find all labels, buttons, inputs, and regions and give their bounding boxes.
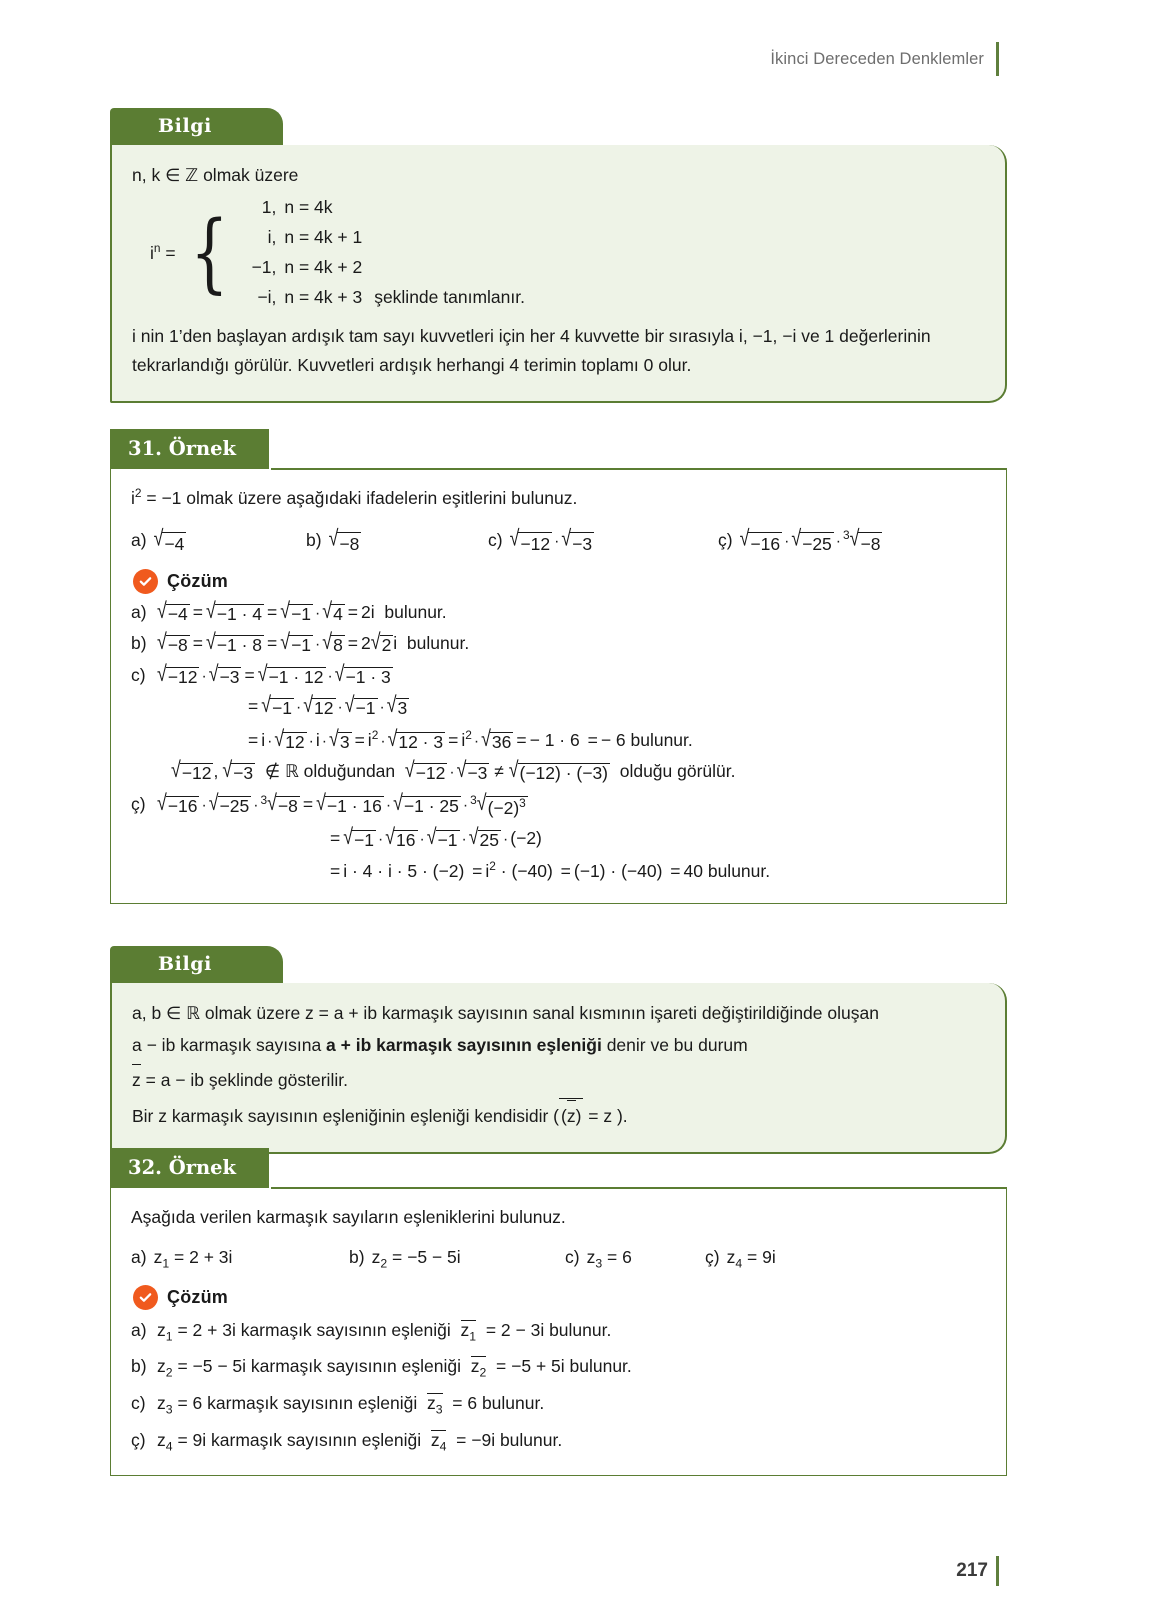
option-c-expression xyxy=(587,1247,632,1271)
piecewise-value: 1, xyxy=(261,197,277,218)
piecewise-lhs-base: i xyxy=(150,243,154,264)
solution-cc-expression-3: = $i \cdot 4 \cdot i \cdot 5 \cdot (-2) = i^2 \cdot (-40) = (-1) \cdot (-40) = 40$ bulunur. xyxy=(330,859,771,882)
solution-note-expression: √ −12 , √ −3 ∉ ℝ olduğundan √ −12 · √ −3 ≠ √ (−12) · (−3) olduğu görülür. xyxy=(171,757,736,784)
piecewise-equals: = xyxy=(165,243,176,264)
option-label: ç) xyxy=(718,529,733,550)
piecewise-lhs xyxy=(150,241,176,264)
conjugate-overline: z xyxy=(132,1064,141,1094)
ornek-tab-label-31: 31. Örnek xyxy=(110,429,269,469)
result-text: = 2 − 3i bulunur. xyxy=(485,1319,612,1340)
conjugate-subscript: 2 xyxy=(479,1365,487,1380)
solution-label: b) xyxy=(131,633,147,654)
multiplication-dot: · xyxy=(784,532,790,550)
solution-label: c) xyxy=(131,1393,146,1413)
bilgi-body-2 xyxy=(110,983,1007,1154)
variable: z xyxy=(157,1429,166,1450)
variable-subscript: 1 xyxy=(162,1256,170,1271)
variable-subscript: 2 xyxy=(165,1365,173,1380)
prompt-text: = −1 olmak üzere aşağıdaki ifadelerin eşitlerini bulunuz. xyxy=(141,488,578,508)
value: = 6 xyxy=(607,1247,632,1267)
variable: z xyxy=(726,1247,736,1267)
given-text: = 9i karmaşık sayısının eşleniği xyxy=(177,1429,422,1450)
bilgi2-line2-suffix: denir ve bu durum xyxy=(601,1035,748,1056)
bilgi2-line-1: a, b ∈ ℝ olmak üzere z = a + ib karmaşık sayısının sanal kısmının işareti değiştirildiğinde oluşan xyxy=(132,1003,879,1023)
radical-expression xyxy=(153,525,187,555)
radical-sign: √ xyxy=(739,525,750,551)
solution-cc-expression-2: = √ −1 · √ 16 · √ −1 · √ 25 · (−2) xyxy=(330,823,542,850)
option-label: ç) xyxy=(705,1247,720,1267)
solution-row xyxy=(131,1356,986,1379)
variable: z xyxy=(586,1247,596,1267)
radicand: −4 xyxy=(164,533,185,554)
option-cc-expression xyxy=(739,525,883,555)
header-title: İkinci Dereceden Denklemler xyxy=(770,49,984,68)
conjugate-variable: z xyxy=(426,1393,436,1413)
variable: z xyxy=(153,1247,163,1267)
solution-line-b xyxy=(131,629,986,656)
conjugate-overline xyxy=(427,1393,443,1416)
page-footer xyxy=(956,1556,999,1586)
solution-expression xyxy=(157,1320,611,1343)
solution-b-expression: √ −8 = √ −1 · 8 = √ −1 · √ 8 = 2 √ 2 i bulunur. xyxy=(157,629,470,656)
option-b xyxy=(349,1247,565,1271)
piecewise-lhs-exponent: n xyxy=(153,241,161,256)
value: = −5 − 5i xyxy=(392,1247,461,1267)
radicand: −8 xyxy=(860,533,881,554)
solution-label: ç) xyxy=(131,794,146,815)
piecewise-rows xyxy=(242,197,525,308)
bilgi-block-1 xyxy=(110,108,1007,403)
radical-sign: √ xyxy=(561,525,572,551)
solution-a-expression: √ −4 = √ −1 · 4 = √ −1 · √ 4 = 2i bulunur. xyxy=(157,597,447,624)
solution-row xyxy=(131,1320,986,1343)
option-label: a) xyxy=(131,1247,147,1267)
bilgi2-line2-emphasis: a + ib karmaşık sayısının eşleniği xyxy=(326,1035,602,1056)
option-label: a) xyxy=(131,529,147,550)
solution-line-c3 xyxy=(131,725,986,752)
option-label: b) xyxy=(349,1247,365,1267)
option-c xyxy=(565,1247,705,1271)
piecewise-definition xyxy=(150,197,985,308)
variable-subscript: 3 xyxy=(595,1256,603,1271)
variable-subscript: 4 xyxy=(735,1256,743,1271)
bilgi2-line-3: z = a − ib şeklinde gösterilir. xyxy=(132,1064,985,1094)
option-label: c) xyxy=(565,1247,580,1267)
piecewise-row xyxy=(242,287,525,308)
given-text: = 6 karmaşık sayısının eşleniği xyxy=(177,1393,418,1413)
option-a xyxy=(131,1247,349,1271)
solution-label: c) xyxy=(131,664,146,685)
solution-line-cc3 xyxy=(131,861,986,880)
radicand: −16 xyxy=(750,533,781,554)
ornek-body-32 xyxy=(110,1187,1007,1476)
radical-expression xyxy=(849,525,883,555)
solution-row xyxy=(131,1393,986,1416)
ornek-tab-label-32: 32. Örnek xyxy=(110,1148,269,1188)
bilgi-block-2 xyxy=(110,946,1007,1154)
radical-expression xyxy=(739,525,782,555)
result-text: = −5 + 5i bulunur. xyxy=(496,1356,632,1377)
ornek32-prompt: Aşağıda verilen karmaşık sayıların eşleniklerini bulunuz. xyxy=(131,1207,566,1227)
radical-expression xyxy=(328,525,362,555)
value: = 2 + 3i xyxy=(174,1247,233,1267)
conjugate-overline xyxy=(431,1430,447,1453)
ornek-block-31 xyxy=(110,429,1007,904)
solution-expression xyxy=(157,1430,562,1453)
value: = 9i xyxy=(747,1247,776,1267)
cozum-label: Çözüm xyxy=(167,1286,228,1307)
variable: z xyxy=(157,1393,166,1413)
piecewise-condition: n = 4k + 2 xyxy=(284,257,363,278)
prompt-exponent: 2 xyxy=(134,486,142,501)
radicand: −8 xyxy=(339,533,360,554)
piecewise-value: i, xyxy=(267,227,277,248)
option-a-expression xyxy=(154,1247,233,1271)
result-text: = −9i bulunur. xyxy=(456,1429,563,1450)
piecewise-row xyxy=(242,257,525,278)
conjugate-subscript: 1 xyxy=(469,1329,477,1343)
footer-accent-rule xyxy=(996,1556,999,1586)
bilgi-tab-label-1: Bilgi xyxy=(110,108,283,145)
prompt-base: i xyxy=(131,488,135,508)
option-c xyxy=(488,525,718,555)
conjugate-overline: z xyxy=(567,1100,576,1130)
given-text: = −5 − 5i karmaşık sayısının eşleniği xyxy=(177,1356,461,1377)
variable-subscript: 1 xyxy=(165,1329,173,1343)
option-b-expression xyxy=(372,1247,461,1271)
radical-sign: √ xyxy=(509,525,520,551)
ornek31-prompt xyxy=(131,484,986,512)
option-label: b) xyxy=(306,529,322,550)
solution-cc-expression-1: √ −16 · √ −25 · $^3$ √ −8 = √ −1 · 16 · √ −1 · 25 · $^3$ √ $(-2)^3$ xyxy=(157,790,526,819)
solution-expression xyxy=(157,1356,632,1379)
ornek-top-border xyxy=(271,1187,1006,1189)
cozum-header-31 xyxy=(133,569,986,594)
piecewise-row xyxy=(242,227,525,248)
conjugate-variable: z xyxy=(460,1319,470,1340)
bilgi-body-1 xyxy=(110,145,1007,403)
option-label: c) xyxy=(488,529,503,550)
solution-line-cc2 xyxy=(131,823,986,850)
variable: z xyxy=(371,1247,381,1267)
conjugate-subscript: 3 xyxy=(435,1402,443,1417)
solution-line-a xyxy=(131,597,986,624)
ornek31-options-row xyxy=(131,525,986,555)
conjugate-variable: z xyxy=(430,1429,440,1450)
result-text: = 6 bulunur. xyxy=(452,1393,545,1413)
variable-subscript: 2 xyxy=(380,1256,388,1271)
solution-label: a) xyxy=(131,1319,147,1340)
radical-sign: √ xyxy=(153,525,164,551)
bilgi-tab-label-2: Bilgi xyxy=(110,946,283,983)
solution-label: b) xyxy=(131,1356,147,1377)
piecewise-value: −1, xyxy=(251,257,277,278)
multiplication-dot: · xyxy=(835,532,842,550)
left-brace-glyph: { xyxy=(189,202,229,303)
bilgi1-intro: n, k ∈ ℤ olmak üzere xyxy=(132,165,299,185)
bilgi1-paragraph: i nin 1’den başlayan ardışık tam sayı kuvvetleri için her 4 kuvvette bir sırasıyla i, −1, −i ve 1 değerlerinin tekrarlandığı görülür. Kuvvetleri ardışık herhangi 4 terimin toplamı 0 olur. xyxy=(132,326,931,375)
variable-subscript: 3 xyxy=(165,1402,173,1417)
page-header xyxy=(0,42,1151,76)
header-accent-rule xyxy=(996,42,999,76)
variable: z xyxy=(157,1319,166,1340)
solution-c-expression-3: = i · √ 12 · i · √ 3 = $i^2$ · √ 12 · 3 = $i^2$ · √ 36 = − 1 · 6 = − 6 bulunur. xyxy=(248,725,693,752)
radicand: −3 xyxy=(572,533,593,554)
piecewise-row xyxy=(242,197,525,218)
bilgi2-line2-prefix: a − ib karmaşık sayısına xyxy=(132,1035,327,1056)
option-cc xyxy=(705,1247,776,1271)
radical-sign: √ xyxy=(791,525,802,551)
radical-sign: √ xyxy=(328,525,339,551)
option-c-expression xyxy=(509,525,594,555)
ornek-top-border xyxy=(271,468,1006,470)
radical-expression xyxy=(561,525,594,555)
solution-c-expression-1: √ −12 · √ −3 = √ −1 · 12 · √ −1 · 3 xyxy=(157,660,391,687)
conjugate-variable: z xyxy=(470,1356,480,1377)
solution-line-cc1 xyxy=(131,790,986,819)
bilgi2-line-2 xyxy=(132,1031,985,1059)
solution-line-c2 xyxy=(131,692,986,719)
option-cc xyxy=(718,525,882,555)
solution-note-line xyxy=(131,757,986,784)
solution-label: ç) xyxy=(131,1429,146,1450)
piecewise-trailing-text: şeklinde tanımlanır. xyxy=(374,287,525,308)
option-b xyxy=(306,525,488,555)
solution-row xyxy=(131,1430,986,1453)
option-a xyxy=(131,525,306,555)
ornek-body-31 xyxy=(110,468,1007,904)
radical-expression xyxy=(509,525,552,555)
piecewise-condition: n = 4k xyxy=(284,197,333,218)
double-conjugate-overline: (z) xyxy=(559,1098,583,1130)
radicand: −12 xyxy=(520,533,551,554)
radical-index: 3 xyxy=(843,528,850,542)
conjugate-overline xyxy=(471,1356,487,1379)
piecewise-condition: n = 4k + 3 xyxy=(284,287,363,308)
conjugate-overline xyxy=(461,1320,477,1343)
check-circle-icon xyxy=(133,1285,158,1310)
cozum-header-32 xyxy=(133,1285,986,1310)
given-text: = 2 + 3i karmaşık sayısının eşleniği xyxy=(177,1319,451,1340)
radicand: −25 xyxy=(802,533,832,554)
page-number: 217 xyxy=(956,1560,988,1581)
bilgi2-line-4: Bir z karmaşık sayısının eşleniğinin eşleniği kendisidir ( (z) = z ). xyxy=(132,1098,985,1130)
option-cc-expression xyxy=(727,1247,776,1271)
multiplication-dot: · xyxy=(554,532,560,550)
ornek-block-32 xyxy=(110,1148,1007,1476)
check-circle-icon xyxy=(133,569,158,594)
solution-expression xyxy=(157,1393,544,1416)
radical-expression xyxy=(791,525,833,555)
radical-sign: √ xyxy=(849,525,860,551)
variable: z xyxy=(157,1356,166,1377)
solution-line-c1 xyxy=(131,660,986,687)
variable-subscript: 4 xyxy=(165,1439,173,1454)
solution-label: a) xyxy=(131,601,147,622)
conjugate-subscript: 4 xyxy=(439,1439,447,1454)
solution-c-expression-2: = √ −1 · √ 12 · √ −1 · √ 3 xyxy=(248,692,408,719)
piecewise-value: −i, xyxy=(257,287,277,308)
piecewise-condition: n = 4k + 1 xyxy=(284,227,363,248)
cozum-label: Çözüm xyxy=(167,570,228,591)
ornek32-options-row xyxy=(131,1247,986,1271)
